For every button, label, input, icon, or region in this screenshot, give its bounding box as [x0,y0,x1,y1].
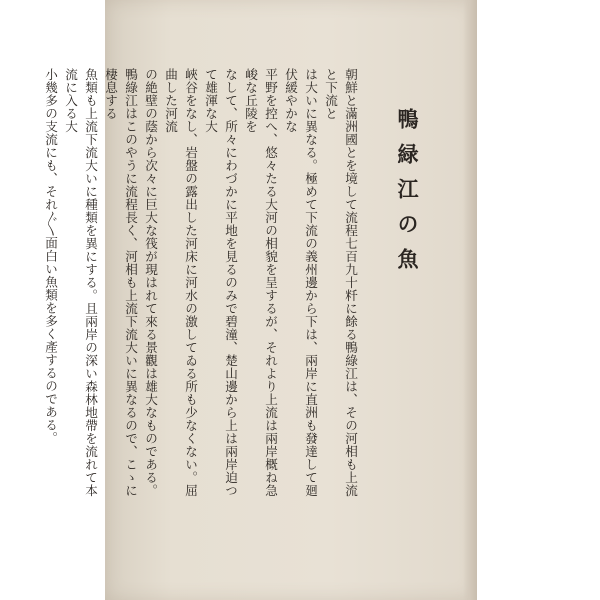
text-column: 峽谷をなし、岩盤の露出した河床に河水の激してゐる所も少なくない。屈曲した河流 [163,68,198,497]
body-text [43,68,360,508]
text-column: は大いに異なる。極めて下流の義州邊から下は、兩岸に直洲も發達して廻伏緩やかな [283,68,318,497]
text-column: 朝鮮と滿洲國とを境して流程七百九十粁に餘る鴨綠江は、その河相も上流と下流と [323,68,358,497]
text-column: の絶壁の蔭から次々に巨大な筏が現はれて來る景觀は雄大なものである。 [143,68,158,497]
text-column: 平野を控へ、悠々たる大河の相貌を呈するが、それより上流は兩岸概ね急峻な丘陵を [243,68,278,497]
text-column: 魚類も上流下流大いに種類を異にする。且兩岸の深い森林地帶を流れて本流に入る大 [63,68,98,497]
page-title: 鴨緑江の魚 [395,108,420,283]
text-column: 小幾多の支流にも、それ〲面白い魚類を多く產するのである。 [43,68,58,445]
text-column: 鴨綠江はこのやうに流程長く、河相も上流下流大いに異なるので、こゝに棲息する [103,68,138,497]
text-column: なして、所々にわづかに平地を見るのみで碧潼、楚山邊から上は兩岸迫つて雄渾な大 [203,68,238,497]
page-edge [463,0,477,600]
